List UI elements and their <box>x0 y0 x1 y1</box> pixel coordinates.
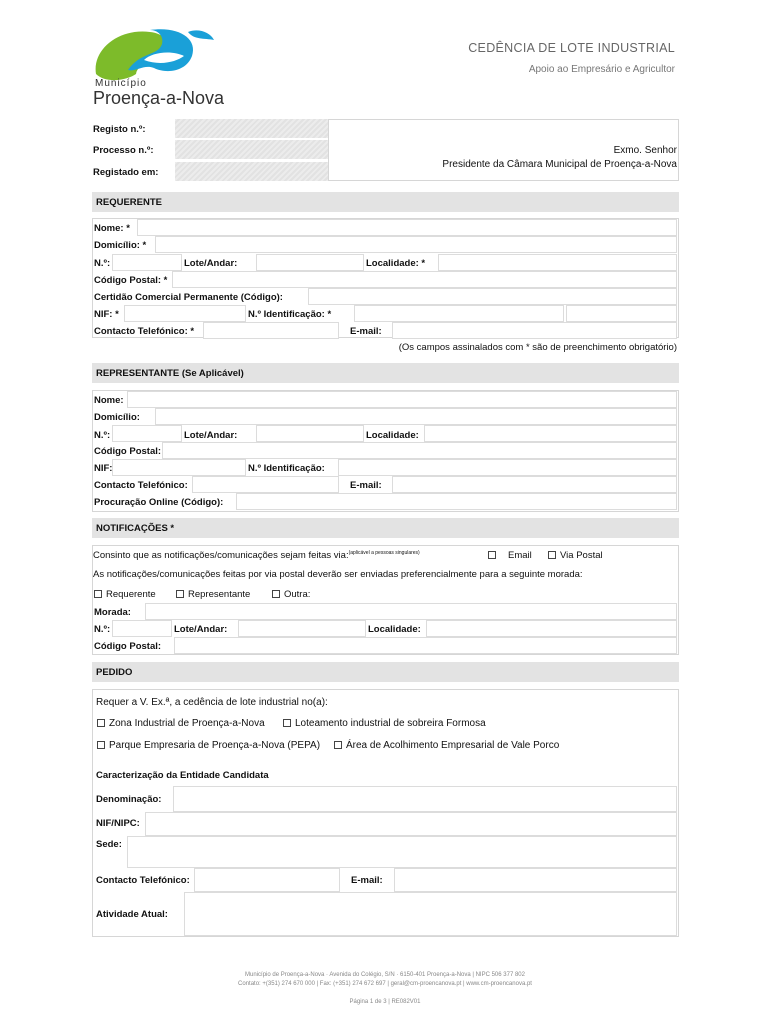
checkbox-icon[interactable] <box>548 551 556 559</box>
pedido-contacto-input[interactable] <box>194 868 340 892</box>
req-domicilio-label: Domicílio: * <box>94 240 147 251</box>
rep-numero-label: N.º: <box>94 430 111 441</box>
section-representante: REPRESENTANTE (Se Aplicável) <box>92 363 679 383</box>
addressee-line2: Presidente da Câmara Municipal de Proença-a-Nova <box>442 159 677 170</box>
rep-nome-input[interactable] <box>127 391 677 408</box>
registo-field[interactable] <box>175 119 328 138</box>
req-lote-input[interactable] <box>256 254 364 271</box>
notif-localidade-input[interactable] <box>426 620 677 637</box>
rep-procuracao-label: Procuração Online (Código): <box>94 497 224 508</box>
pedido-email-label: E-mail: <box>351 875 383 886</box>
section-notificacoes: NOTIFICAÇÕES * <box>92 518 679 538</box>
logo-municipio-text: Município <box>95 78 147 89</box>
req-email-input[interactable] <box>392 322 677 339</box>
req-contacto-label: Contacto Telefónico: * <box>94 326 195 337</box>
pedido-atividade-label: Atividade Atual: <box>96 909 168 920</box>
pedido-denominacao-input[interactable] <box>173 786 677 812</box>
rep-localidade-label: Localidade: <box>366 430 419 441</box>
pedido-sede-input[interactable] <box>127 836 677 868</box>
pedido-opt-parque[interactable]: Parque Empresaria de Proença-a-Nova (PEPA) <box>97 740 320 751</box>
logo-name-text: Proença-a-Nova <box>93 88 225 108</box>
notif-lote-label: Lote/Andar: <box>174 624 228 635</box>
pedido-nif-input[interactable] <box>145 812 677 836</box>
req-contacto-input[interactable] <box>203 322 339 339</box>
req-email-label: E-mail: <box>350 326 382 337</box>
rep-procuracao-input[interactable] <box>236 493 677 510</box>
checkbox-icon[interactable] <box>283 719 291 727</box>
req-id-label: N.º Identificação: * <box>248 309 332 320</box>
req-domicilio-input[interactable] <box>155 236 677 253</box>
checkbox-icon[interactable] <box>334 741 342 749</box>
notif-postal-text: As notificações/comunicações feitas por via postal deverão ser enviadas preferencialmente para a seguinte morada: <box>93 569 583 580</box>
rep-id-label: N.º Identificação: <box>248 463 325 474</box>
notif-numero-label: N.º: <box>94 624 111 635</box>
notif-opt-email[interactable]: Email <box>488 550 532 561</box>
rep-email-label: E-mail: <box>350 480 382 491</box>
req-note: (Os campos assinalados com * são de preenchimento obrigatório) <box>398 342 677 353</box>
checkbox-icon[interactable] <box>94 590 102 598</box>
req-cp-input[interactable] <box>172 271 677 288</box>
footer-address: Município de Proença-a-Nova · Avenida do Colégio, S/N · 6150-401 Proença-a-Nova | NIPC 506 377 802 <box>245 972 525 978</box>
req-nif-input[interactable] <box>124 305 246 322</box>
footer-page: Página 1 de 3 | RE082V01 <box>349 999 421 1005</box>
addressee-line1: Exmo. Senhor <box>613 145 677 156</box>
rep-cp-label: Código Postal: <box>94 446 162 457</box>
notif-consent: Consinto que as notificações/comunicações sejam feitas via:$^{(aplicável a pessoas singulares)}$ <box>93 550 420 561</box>
req-lote-label: Lote/Andar: <box>184 258 238 269</box>
req-id-input[interactable] <box>354 305 564 322</box>
notif-morada-input[interactable] <box>145 603 677 620</box>
notif-opt-requerente[interactable]: Requerente <box>94 589 156 600</box>
registo-label: Registo n.º: <box>93 124 146 135</box>
rep-id-input[interactable] <box>338 459 677 476</box>
processo-label: Processo n.º: <box>93 145 154 156</box>
pedido-denominacao-label: Denominação: <box>96 794 162 805</box>
rep-localidade-input[interactable] <box>424 425 677 442</box>
notif-cp-input[interactable] <box>174 637 677 654</box>
pedido-opt-loteamento[interactable]: Loteamento industrial de sobreira Formosa <box>283 718 486 729</box>
section-requerente: REQUERENTE <box>92 192 679 212</box>
pedido-contacto-label: Contacto Telefónico: <box>96 875 190 886</box>
rep-numero-input[interactable] <box>112 425 182 442</box>
req-nome-label: Nome: * <box>94 223 130 234</box>
checkbox-icon[interactable] <box>488 551 496 559</box>
req-nif-label: NIF: * <box>94 309 119 320</box>
processo-field[interactable] <box>175 140 328 159</box>
checkbox-icon[interactable] <box>97 741 105 749</box>
rep-email-input[interactable] <box>392 476 677 493</box>
rep-contacto-input[interactable] <box>192 476 339 493</box>
rep-domicilio-input[interactable] <box>155 408 677 425</box>
section-pedido: PEDIDO <box>92 662 679 682</box>
req-nome-input[interactable] <box>137 219 677 236</box>
pedido-caracterizacao: Caracterização da Entidade Candidata <box>96 770 269 781</box>
pedido-atividade-input[interactable] <box>184 892 677 936</box>
document-subtitle: Apoio ao Empresário e Agricultor <box>528 64 675 75</box>
rep-nome-label: Nome: <box>94 395 124 406</box>
req-certidao-input[interactable] <box>308 288 677 305</box>
pedido-intro: Requer a V. Ex.ª, a cedência de lote industrial no(a): <box>96 697 328 708</box>
pedido-nif-label: NIF/NIPC: <box>96 818 140 829</box>
rep-lote-label: Lote/Andar: <box>184 430 238 441</box>
registado-label: Registado em: <box>93 167 159 178</box>
req-cp-label: Código Postal: * <box>94 275 168 286</box>
document-title: CEDÊNCIA DE LOTE INDUSTRIAL <box>468 41 675 55</box>
rep-domicilio-label: Domicílio: <box>94 412 140 423</box>
footer-contact: Contato: +(351) 274 670 000 | Fax: (+351) 274 672 697 | geral@cm-proencanova.pt | www.cm-proencanova.pt <box>238 981 532 987</box>
req-localidade-label: Localidade: * <box>366 258 426 269</box>
notif-opt-representante[interactable]: Representante <box>176 589 250 600</box>
req-numero-label: N.º: <box>94 258 111 269</box>
notif-cp-label: Código Postal: <box>94 641 162 652</box>
rep-cp-input[interactable] <box>162 442 677 459</box>
rep-contacto-label: Contacto Telefónico: <box>94 480 188 491</box>
registado-field[interactable] <box>175 162 328 181</box>
req-id-extra-input[interactable] <box>566 305 677 322</box>
pedido-email-input[interactable] <box>394 868 677 892</box>
notif-lote-input[interactable] <box>238 620 366 637</box>
checkbox-icon[interactable] <box>176 590 184 598</box>
rep-nif-label: NIF: <box>94 463 113 474</box>
checkbox-icon[interactable] <box>272 590 280 598</box>
req-localidade-input[interactable] <box>438 254 677 271</box>
rep-lote-input[interactable] <box>256 425 364 442</box>
notif-opt-postal[interactable]: Via Postal <box>548 550 603 561</box>
notif-numero-input[interactable] <box>112 620 172 637</box>
notif-opt-outra[interactable]: Outra: <box>272 589 310 600</box>
pedido-opt-area[interactable]: Área de Acolhimento Empresarial de Vale Porco <box>334 740 559 751</box>
checkbox-icon[interactable] <box>97 719 105 727</box>
notif-localidade-label: Localidade: <box>368 624 421 635</box>
pedido-opt-zona[interactable]: Zona Industrial de Proença-a-Nova <box>97 718 265 729</box>
pedido-sede-label: Sede: <box>96 839 122 850</box>
req-certidao-label: Certidão Comercial Permanente (Código): <box>94 292 283 303</box>
req-numero-input[interactable] <box>112 254 182 271</box>
rep-nif-input[interactable] <box>112 459 246 476</box>
notif-consent-note: (aplicável a pessoas singulares) <box>348 550 420 556</box>
notif-morada-label: Morada: <box>94 607 131 618</box>
